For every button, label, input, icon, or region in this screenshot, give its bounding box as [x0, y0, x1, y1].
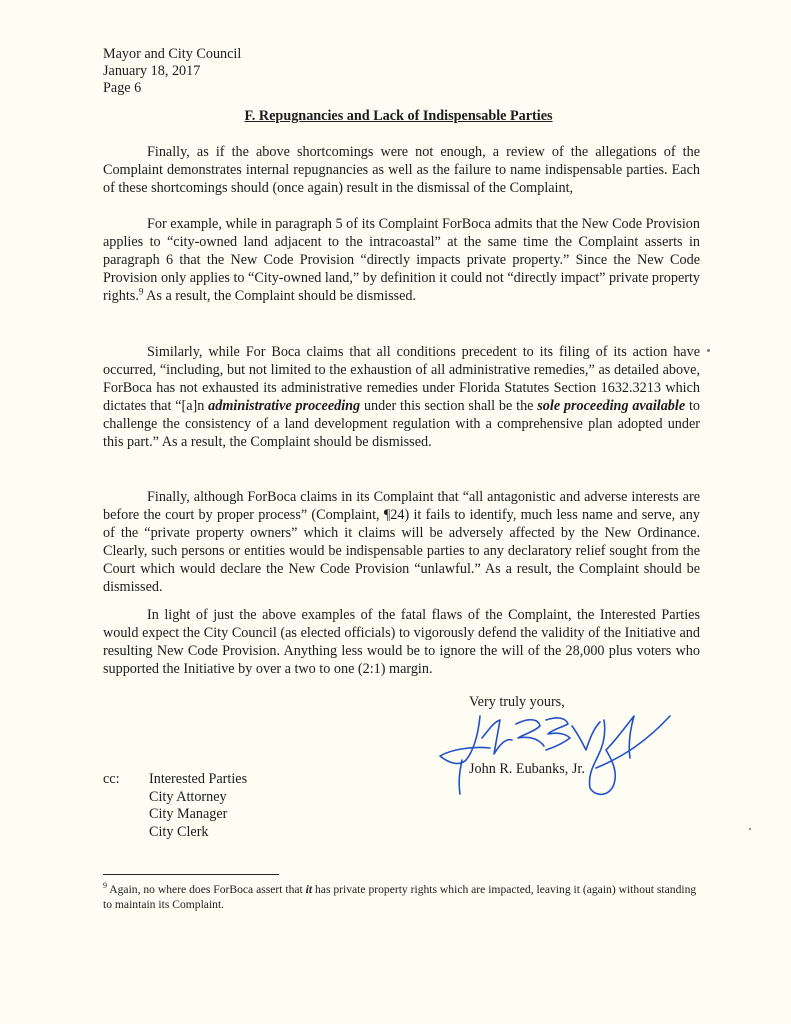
footnote-reference: 9: [138, 286, 144, 297]
recipient-line: Mayor and City Council: [103, 46, 242, 62]
footnote-emphasis: it: [305, 883, 313, 896]
paragraph-text: under this section shall be the: [360, 398, 538, 414]
emphasis-administrative-proceeding: administrative proceeding: [208, 398, 361, 414]
paragraph-repugnancies: Finally, as if the above shortcomings were not enough, a review of the allegations of the Complaint demonstrates internal repugnancies as well as the failure to name indispensable parties. Each of these shortcomings should (once again) result in the dismissal of the Complaint,: [103, 144, 700, 196]
footnote-text: has private property rights which are impacted, leaving it (again) without standing to maintain its Complaint.: [103, 883, 697, 911]
cc-recipient: City Clerk: [149, 823, 209, 840]
paragraph-text: Similarly, while For Boca claims that all conditions precedent to its filing of its action have occurred, “including, but not limited to the exhaustion of all administrative remedies,” as detailed above, ForBoca has not exhausted its administrative remedies under Florida Statutes Section 1632.3213 which dictates that “[a]n: [103, 344, 700, 414]
emphasis-sole-proceeding: sole proceeding available: [537, 398, 686, 414]
paragraph-text: to challenge the consistency of a land development regulation with a comprehensive plan adopted under this part.” As a result, the Complaint should be dismissed.: [103, 398, 700, 450]
letter-header: [103, 46, 241, 97]
signature-tail-stroke: [459, 760, 462, 794]
cc-recipient: City Attorney: [149, 788, 227, 805]
page-number: Page 6: [103, 80, 142, 96]
cc-recipient-list: [149, 771, 247, 841]
signature-e-stroke: [546, 718, 570, 750]
date-line: January 18, 2017: [103, 63, 201, 79]
signature-h-stroke: [482, 720, 512, 754]
signature-r-stroke: [516, 720, 544, 746]
footnote: [103, 882, 701, 912]
footnote-number: 9: [103, 881, 107, 891]
section-heading: [0, 108, 791, 125]
signer-name: John R. Eubanks, Jr.: [469, 761, 585, 777]
paragraph-example-text: For example, while in paragraph 5 of its Complaint ForBoca admits that the New Code Provision applies to “city-owned land adjacent to the intracoastal” at the same time the Complaint asserts in paragraph 6 that the New Code Provision “directly impacts private property.” Since the New Code Provision only applies to “City-owned land,” by definition it could not “directly impact” private property rights.: [103, 216, 700, 304]
footnote-divider: [103, 874, 279, 875]
paragraph-conclusion: In light of just the above examples of the fatal flaws of the Complaint, the Interested Parties would expect the City Council (as elected officials) to vigorously defend the validity of the Initiative and resulting New Code Provision. Anything less would be to ignore the will of the 28,000 plus voters who supported the Initiative by over a two to one (2:1) margin.: [103, 607, 700, 677]
cc-recipient: Interested Parties: [149, 771, 248, 787]
signature-x-stroke: [572, 722, 600, 750]
paragraph-conditions-precedent: [103, 343, 700, 451]
section-heading-text: F. Repugnancies and Lack of Indispensable Parties: [244, 108, 553, 124]
paragraph-example: [103, 215, 700, 305]
closing-line: Very truly yours,: [469, 694, 565, 710]
handwritten-signature: [420, 698, 680, 808]
cc-recipient: City Manager: [149, 806, 228, 822]
paragraph-example-conclusion: As a result, the Complaint should be dismissed.: [143, 288, 417, 304]
scan-speck: [749, 828, 751, 830]
cc-label: cc:: [103, 771, 120, 787]
paragraph-indispensable-parties: Finally, although ForBoca claims in its Complaint that “all antagonistic and adverse interests are before the court by proper process” (Complaint, ¶24) it fails to identify, much less name and serve, any of the “private property owners” which it claims will be adversely affected by the New Ordinance. Clearly, such persons or entities would be indispensable parties to any declaratory relief sought from the Court which would declare the New Code Provision “unlawful.” As a result, the Complaint should be dismissed.: [103, 489, 700, 595]
footnote-text: Again, no where does ForBoca assert that: [107, 883, 306, 896]
signature-j-stroke: [440, 716, 490, 763]
signature-flourish-stroke: [596, 716, 670, 768]
scan-speck: [707, 349, 710, 352]
